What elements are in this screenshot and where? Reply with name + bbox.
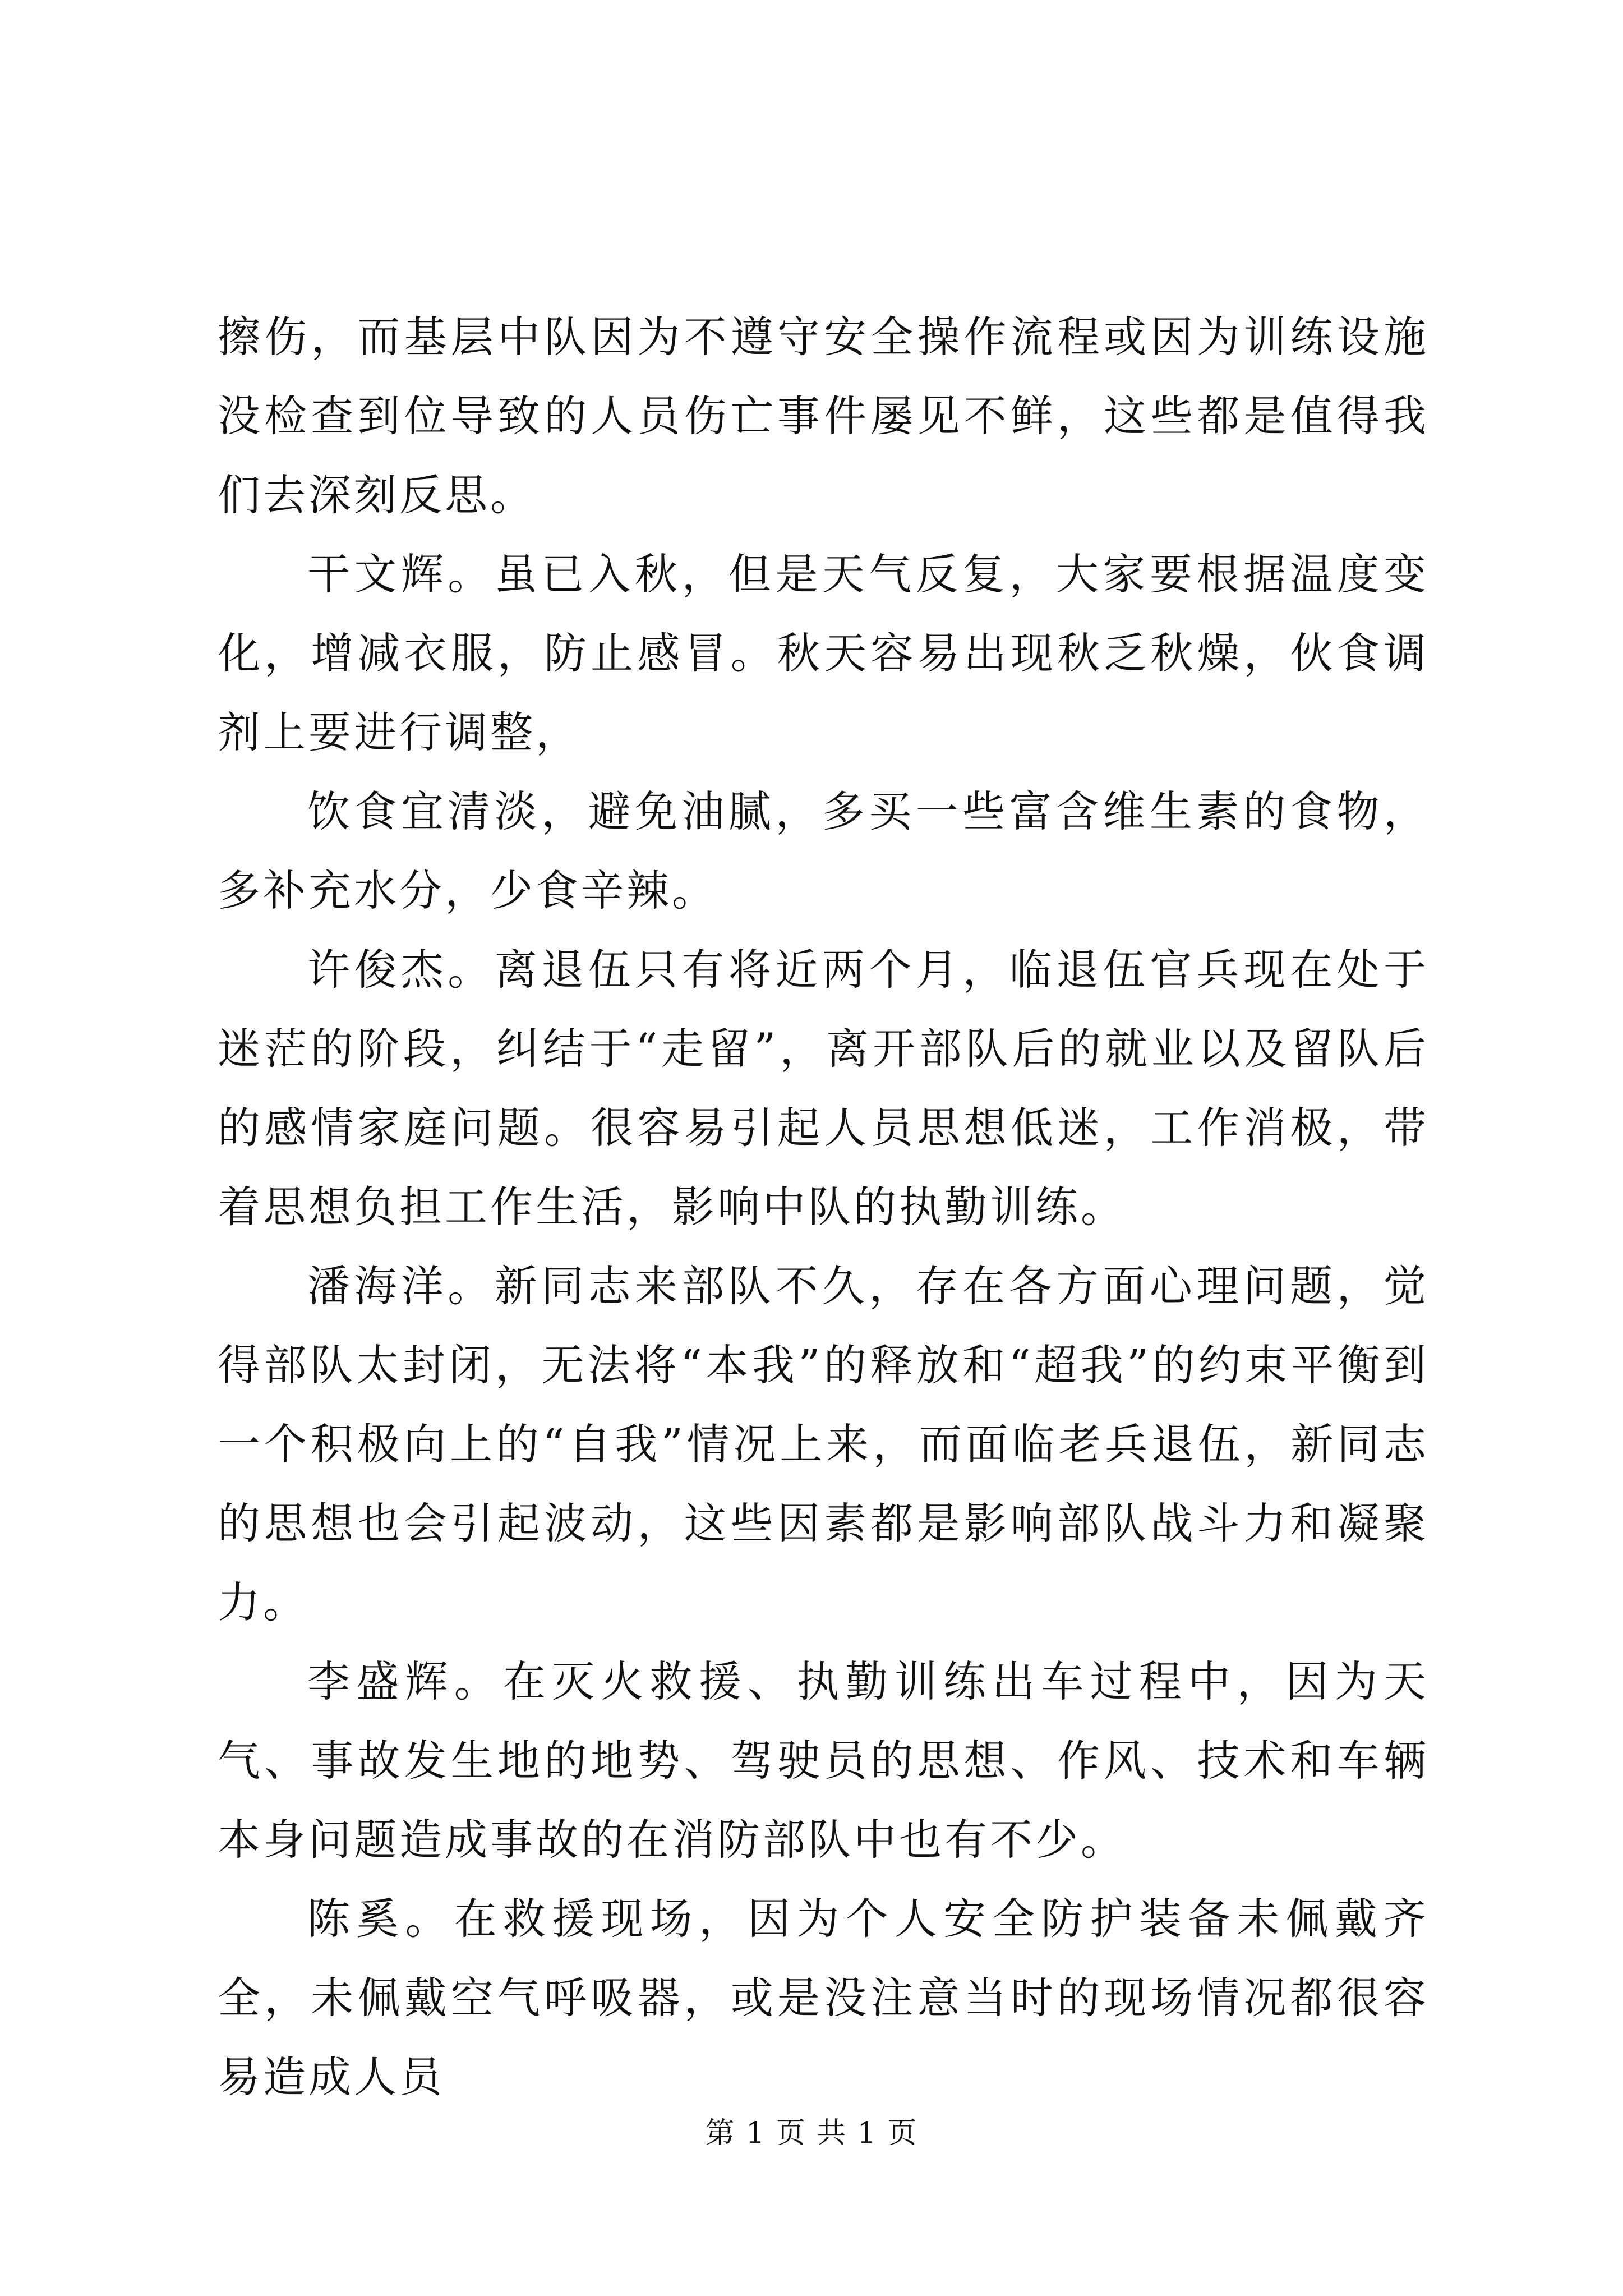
paragraph-continuation: 擦伤，而基层中队因为不遵守安全操作流程或因为训练设施没检查到位导致的人员伤亡事件屡见不鲜，这些都是值得我们去深刻反思。 xyxy=(218,312,1429,520)
paragraph-pan-haiyang: 潘海洋。新同志来部队不久，存在各方面心理问题，觉得部队太封闭，无法将“本我”的释放和“超我”的约束平衡到一个积极向上的“自我”情况上来，而面临老兵退伍，新同志的思想也会引起波动，这些因素都是影响部队战斗力和凝聚力。 xyxy=(218,1261,1429,1627)
document-body xyxy=(218,297,1429,2116)
paragraph-diet-advice: 饮食宜清淡，避免油腻，多买一些富含维生素的食物，多补充水分，少食辛辣。 xyxy=(218,786,1429,915)
page-footer: 第 1 页 共 1 页 xyxy=(705,2116,918,2150)
paragraph-chen-xi: 陈奚。在救援现场，因为个人安全防护装备未佩戴齐全，未佩戴空气呼吸器，或是没注意当时的现场情况都很容易造成人员 xyxy=(218,1894,1429,2102)
paragraph-xu-junjie: 许俊杰。离退伍只有将近两个月，临退伍官兵现在处于迷茫的阶段，纠结于“走留”，离开部队后的就业以及留队后的感情家庭问题。很容易引起人员思想低迷，工作消极，带着思想负担工作生活，影响中队的执勤训练。 xyxy=(218,945,1429,1232)
paragraph-gan-wenhui: 干文辉。虽已入秋，但是天气反复，大家要根据温度变化，增减衣服，防止感冒。秋天容易出现秋乏秋燥，伙食调剂上要进行调整， xyxy=(218,549,1429,757)
paragraph-li-shenghui: 李盛辉。在灭火救援、执勤训练出车过程中，因为天气、事故发生地的地势、驾驶员的思想、作风、技术和车辆本身问题造成事故的在消防部队中也有不少。 xyxy=(218,1657,1429,1865)
